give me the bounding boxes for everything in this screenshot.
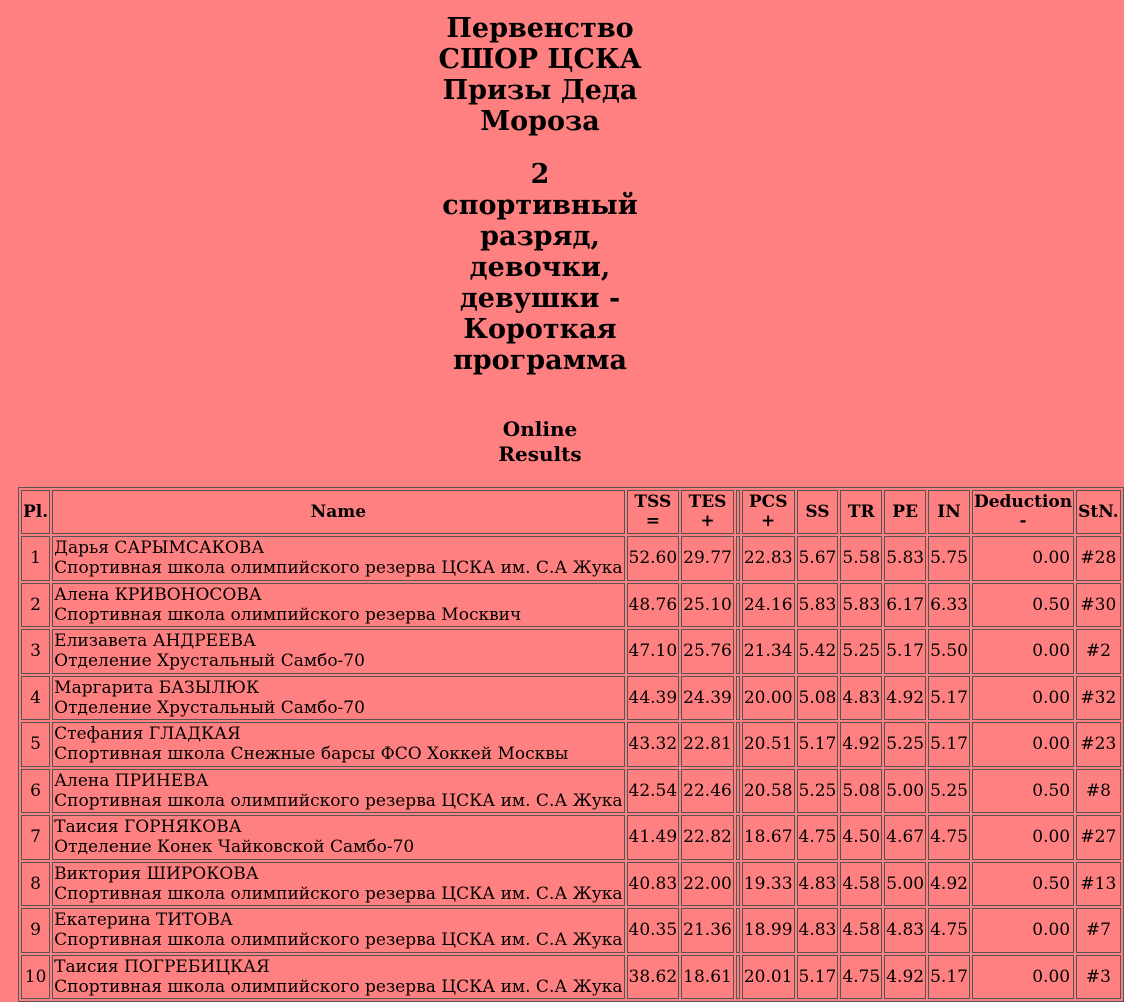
cell-start-number: #7 xyxy=(1076,908,1121,953)
cell-tss: 44.39 xyxy=(627,676,680,721)
cell-tes[interactable]: 21.36 xyxy=(681,908,734,953)
col-header-tr[interactable]: TR xyxy=(840,490,882,534)
category-title-line: девушки - xyxy=(459,283,621,314)
cell-start-number: #32 xyxy=(1076,676,1121,721)
cell-start-number: #23 xyxy=(1076,722,1121,767)
cell-pe: 4.67 xyxy=(884,815,926,860)
cell-pe: 6.17 xyxy=(884,583,926,628)
cell-pcs: 18.67 xyxy=(742,815,795,860)
cell-tes[interactable]: 24.39 xyxy=(681,676,734,721)
cell-deduction: 0.00 xyxy=(972,955,1074,1000)
table-row xyxy=(21,722,1121,767)
event-title xyxy=(390,13,690,137)
cell-skater xyxy=(52,676,624,721)
category-title xyxy=(390,159,690,376)
skater-club: Спортивная школа олимпийского резерва ЦСКА им. С.А Жука xyxy=(54,790,623,811)
cell-tss: 40.35 xyxy=(627,908,680,953)
cell-ss: 5.25 xyxy=(797,769,839,814)
cell-pe: 5.25 xyxy=(884,722,926,767)
skater-name[interactable]: Елизавета АНДРЕЕВА xyxy=(54,631,256,652)
cell-ss: 5.17 xyxy=(797,722,839,767)
cell-in: 4.75 xyxy=(928,815,970,860)
skater-club: Отделение Хрустальный Самбо-70 xyxy=(54,651,365,672)
cell-pe: 5.00 xyxy=(884,769,926,814)
cell-deduction: 0.00 xyxy=(972,629,1074,674)
skater-club: Отделение Конек Чайковской Самбо-70 xyxy=(54,837,415,858)
cell-spacer xyxy=(736,955,740,1000)
event-title-line: Первенство xyxy=(446,13,634,44)
cell-place: 5 xyxy=(21,722,50,767)
col-header-pcs[interactable] xyxy=(742,490,795,534)
cell-place: 2 xyxy=(21,583,50,628)
cell-start-number: #30 xyxy=(1076,583,1121,628)
cell-tes[interactable]: 22.81 xyxy=(681,722,734,767)
cell-deduction: 0.50 xyxy=(972,862,1074,907)
cell-tes[interactable]: 25.76 xyxy=(681,629,734,674)
cell-spacer xyxy=(736,815,740,860)
skater-name[interactable]: Виктория ШИРОКОВА xyxy=(54,863,259,884)
table-row xyxy=(21,629,1121,674)
cell-pcs: 19.33 xyxy=(742,862,795,907)
col-header-tes-sign: + xyxy=(700,511,715,531)
cell-deduction: 0.00 xyxy=(972,815,1074,860)
table-row xyxy=(21,769,1121,814)
category-title-line: спортивный xyxy=(442,190,638,221)
cell-skater xyxy=(52,955,624,1000)
cell-in: 6.33 xyxy=(928,583,970,628)
col-header-deduction-label: Deduction xyxy=(973,492,1073,512)
col-header-tes[interactable] xyxy=(681,490,734,534)
category-title-line: разряд, xyxy=(480,221,600,252)
skater-club: Спортивная школа олимпийского резерва ЦСКА им. С.А Жука xyxy=(54,976,623,997)
cell-tes[interactable]: 25.10 xyxy=(681,583,734,628)
results-body xyxy=(21,536,1121,999)
cell-pe: 4.83 xyxy=(884,908,926,953)
table-row xyxy=(21,536,1121,581)
cell-spacer xyxy=(736,629,740,674)
cell-spacer xyxy=(736,908,740,953)
col-header-tes-label: TES xyxy=(688,492,727,512)
skater-club: Спортивная школа олимпийского резерва ЦСКА им. С.А Жука xyxy=(54,930,623,951)
cell-spacer xyxy=(736,583,740,628)
cell-skater xyxy=(52,722,624,767)
category-title-line: программа xyxy=(453,345,627,376)
cell-ss: 5.08 xyxy=(797,676,839,721)
cell-tes[interactable]: 29.77 xyxy=(681,536,734,581)
cell-pe: 5.17 xyxy=(884,629,926,674)
cell-place: 10 xyxy=(21,955,50,1000)
skater-name[interactable]: Таисия ПОГРЕБИЦКАЯ xyxy=(54,956,270,977)
cell-spacer xyxy=(736,769,740,814)
cell-deduction: 0.50 xyxy=(972,769,1074,814)
cell-pcs: 18.99 xyxy=(742,908,795,953)
cell-pcs: 20.00 xyxy=(742,676,795,721)
cell-tss: 43.32 xyxy=(627,722,680,767)
cell-pcs: 20.01 xyxy=(742,955,795,1000)
category-title-line: Короткая xyxy=(463,314,617,345)
skater-club: Отделение Хрустальный Самбо-70 xyxy=(54,697,365,718)
table-row xyxy=(21,955,1121,1000)
col-header-tss[interactable] xyxy=(627,490,680,534)
cell-in: 5.50 xyxy=(928,629,970,674)
cell-in: 4.75 xyxy=(928,908,970,953)
cell-start-number: #28 xyxy=(1076,536,1121,581)
cell-ss: 5.42 xyxy=(797,629,839,674)
cell-spacer xyxy=(736,536,740,581)
cell-pcs: 24.16 xyxy=(742,583,795,628)
cell-tr: 5.25 xyxy=(840,629,882,674)
skater-club: Спортивная школа Снежные барсы ФСО Хоккей Москвы xyxy=(54,744,569,765)
cell-tss: 48.76 xyxy=(627,583,680,628)
cell-start-number: #27 xyxy=(1076,815,1121,860)
cell-ss: 4.83 xyxy=(797,908,839,953)
cell-skater xyxy=(52,862,624,907)
cell-pcs: 21.34 xyxy=(742,629,795,674)
subtitle-line: Online xyxy=(502,417,578,441)
cell-tr: 4.83 xyxy=(840,676,882,721)
skater-club: Спортивная школа олимпийского резерва Москвич xyxy=(54,604,522,625)
category-title-line: 2 xyxy=(530,159,550,190)
cell-tss: 41.49 xyxy=(627,815,680,860)
cell-skater xyxy=(52,536,624,581)
skater-name[interactable]: Стефания ГЛАДКАЯ xyxy=(54,724,241,745)
cell-start-number: #3 xyxy=(1076,955,1121,1000)
skater-name[interactable]: Алена КРИВОНОСОВА xyxy=(54,584,262,605)
col-header-pcs-sign: + xyxy=(761,511,776,531)
cell-tr: 4.75 xyxy=(840,955,882,1000)
cell-ss: 5.83 xyxy=(797,583,839,628)
online-results-heading xyxy=(440,417,640,467)
cell-place: 8 xyxy=(21,862,50,907)
category-title-line: девочки, xyxy=(469,252,611,283)
cell-in: 4.92 xyxy=(928,862,970,907)
cell-deduction: 0.00 xyxy=(972,536,1074,581)
table-row xyxy=(21,583,1121,628)
cell-skater xyxy=(52,583,624,628)
cell-tss: 52.60 xyxy=(627,536,680,581)
cell-deduction: 0.00 xyxy=(972,722,1074,767)
cell-in: 5.25 xyxy=(928,769,970,814)
cell-skater xyxy=(52,769,624,814)
cell-place: 1 xyxy=(21,536,50,581)
event-title-line: Мороза xyxy=(480,106,600,137)
cell-start-number: #13 xyxy=(1076,862,1121,907)
cell-pcs: 20.51 xyxy=(742,722,795,767)
cell-deduction: 0.50 xyxy=(972,583,1074,628)
col-header-in[interactable]: IN xyxy=(928,490,970,534)
cell-pe: 5.83 xyxy=(884,536,926,581)
cell-spacer xyxy=(736,676,740,721)
col-header-tss-sign: = xyxy=(645,511,660,531)
cell-tr: 4.50 xyxy=(840,815,882,860)
cell-start-number: #8 xyxy=(1076,769,1121,814)
cell-in: 5.17 xyxy=(928,722,970,767)
cell-tes[interactable]: 22.46 xyxy=(681,769,734,814)
cell-skater xyxy=(52,815,624,860)
cell-pe: 5.00 xyxy=(884,862,926,907)
skater-name[interactable]: Алена ПРИНЕВА xyxy=(54,770,209,791)
cell-tr: 4.58 xyxy=(840,862,882,907)
cell-tes[interactable]: 22.00 xyxy=(681,862,734,907)
cell-tes[interactable]: 18.61 xyxy=(681,955,734,1000)
cell-tes[interactable]: 22.82 xyxy=(681,815,734,860)
table-row xyxy=(21,815,1121,860)
col-header-pe[interactable]: PE xyxy=(884,490,926,534)
skater-name[interactable]: Маргарита БАЗЫЛЮК xyxy=(54,677,260,698)
cell-in: 5.75 xyxy=(928,536,970,581)
cell-in: 5.17 xyxy=(928,676,970,721)
cell-tss: 47.10 xyxy=(627,629,680,674)
cell-tr: 4.58 xyxy=(840,908,882,953)
cell-ss: 4.83 xyxy=(797,862,839,907)
cell-tss: 38.62 xyxy=(627,955,680,1000)
cell-in: 5.17 xyxy=(928,955,970,1000)
cell-place: 4 xyxy=(21,676,50,721)
cell-pcs: 22.83 xyxy=(742,536,795,581)
cell-deduction: 0.00 xyxy=(972,908,1074,953)
subtitle-line: Results xyxy=(498,442,582,466)
cell-tss: 40.83 xyxy=(627,862,680,907)
event-title-line: Призы Деда xyxy=(442,75,638,106)
table-row xyxy=(21,676,1121,721)
cell-pcs: 20.58 xyxy=(742,769,795,814)
cell-tss: 42.54 xyxy=(627,769,680,814)
cell-skater xyxy=(52,908,624,953)
cell-spacer xyxy=(736,862,740,907)
cell-pe: 4.92 xyxy=(884,955,926,1000)
cell-deduction: 0.00 xyxy=(972,676,1074,721)
cell-place: 9 xyxy=(21,908,50,953)
col-header-pcs-label: PCS xyxy=(748,492,788,512)
cell-tr: 5.83 xyxy=(840,583,882,628)
skater-club: Спортивная школа олимпийского резерва ЦСКА им. С.А Жука xyxy=(54,883,623,904)
cell-place: 7 xyxy=(21,815,50,860)
results-table xyxy=(18,487,1124,1002)
cell-pe: 4.92 xyxy=(884,676,926,721)
skater-club: Спортивная школа олимпийского резерва ЦСКА им. С.А Жука xyxy=(54,558,623,579)
cell-tr: 5.58 xyxy=(840,536,882,581)
col-header-name[interactable]: Name xyxy=(52,490,624,534)
cell-start-number: #2 xyxy=(1076,629,1121,674)
col-header-pl[interactable]: Pl. xyxy=(21,490,50,534)
cell-place: 6 xyxy=(21,769,50,814)
cell-ss: 5.17 xyxy=(797,955,839,1000)
cell-ss: 5.67 xyxy=(797,536,839,581)
cell-spacer xyxy=(736,722,740,767)
cell-tr: 5.08 xyxy=(840,769,882,814)
col-header-ss[interactable]: SS xyxy=(797,490,839,534)
col-header-deduction-sign: - xyxy=(1019,511,1027,531)
cell-skater xyxy=(52,629,624,674)
cell-tr: 4.92 xyxy=(840,722,882,767)
skater-name[interactable]: Таисия ГОРНЯКОВА xyxy=(54,817,242,838)
cell-ss: 4.75 xyxy=(797,815,839,860)
table-header-row xyxy=(21,490,1121,534)
col-header-stn[interactable]: StN. xyxy=(1076,490,1121,534)
table-row xyxy=(21,908,1121,953)
cell-place: 3 xyxy=(21,629,50,674)
skater-name[interactable]: Екатерина ТИТОВА xyxy=(54,910,233,931)
col-header-tss-label: TSS xyxy=(634,492,672,512)
event-title-line: СШОР ЦСКА xyxy=(438,44,642,75)
table-row xyxy=(21,862,1121,907)
col-header-spacer xyxy=(736,490,740,534)
skater-name[interactable]: Дарья САРЫМСАКОВА xyxy=(54,538,265,559)
col-header-deduction[interactable] xyxy=(972,490,1074,534)
